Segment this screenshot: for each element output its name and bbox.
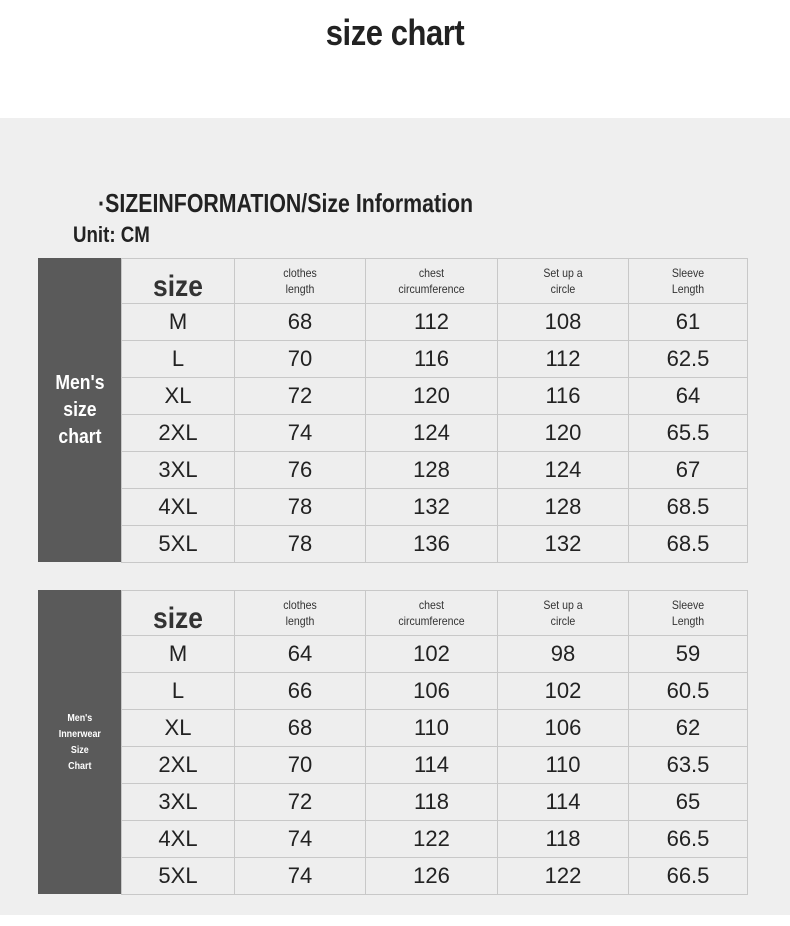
measurement-cell: 118 (498, 821, 629, 858)
size-cell: L (122, 673, 235, 710)
table-row (122, 415, 748, 452)
size-table (121, 258, 748, 563)
table-row (122, 526, 748, 563)
table-header-row (122, 259, 748, 304)
mens-innerwear-size-chart (38, 590, 747, 894)
measurement-cell: 120 (498, 415, 629, 452)
measurement-cell: 67 (629, 452, 748, 489)
page-title: size chart (325, 12, 465, 53)
table-row (122, 636, 748, 673)
measurement-cell: 76 (235, 452, 366, 489)
column-header (498, 259, 629, 304)
measurement-cell: 112 (498, 341, 629, 378)
size-cell: 3XL (122, 452, 235, 489)
unit-label: Unit: CM (73, 222, 150, 247)
measurement-cell: 66.5 (629, 858, 748, 895)
measurement-cell: 114 (498, 784, 629, 821)
column-header-label: size (153, 602, 203, 635)
column-header-label: Set up a circle (543, 266, 583, 296)
measurement-cell: 108 (498, 304, 629, 341)
size-cell: 5XL (122, 526, 235, 563)
measurement-cell: 65 (629, 784, 748, 821)
measurement-cell: 68.5 (629, 526, 748, 563)
measurement-cell: 116 (366, 341, 498, 378)
measurement-cell: 65.5 (629, 415, 748, 452)
measurement-cell: 136 (366, 526, 498, 563)
measurement-cell: 106 (498, 710, 629, 747)
table-row (122, 673, 748, 710)
table-row (122, 341, 748, 378)
measurement-cell: 110 (366, 710, 498, 747)
measurement-cell: 122 (498, 858, 629, 895)
column-header-label: chest circumference (398, 598, 465, 628)
chart-side-label: Men's size chart (38, 258, 121, 562)
column-header-label: clothes length (283, 266, 317, 296)
measurement-cell: 68 (235, 304, 366, 341)
table-row (122, 452, 748, 489)
measurement-cell: 64 (235, 636, 366, 673)
column-header (366, 259, 498, 304)
measurement-cell: 126 (366, 858, 498, 895)
measurement-cell: 98 (498, 636, 629, 673)
measurement-cell: 114 (366, 747, 498, 784)
measurement-cell: 124 (366, 415, 498, 452)
measurement-cell: 72 (235, 784, 366, 821)
measurement-cell: 62.5 (629, 341, 748, 378)
measurement-cell: 66.5 (629, 821, 748, 858)
measurement-cell: 102 (498, 673, 629, 710)
measurement-cell: 64 (629, 378, 748, 415)
table-row (122, 821, 748, 858)
measurement-cell: 120 (366, 378, 498, 415)
column-header (122, 591, 235, 636)
measurement-cell: 72 (235, 378, 366, 415)
size-table (121, 590, 748, 895)
column-header-label: size (153, 270, 203, 303)
measurement-cell: 63.5 (629, 747, 748, 784)
measurement-cell: 68.5 (629, 489, 748, 526)
table-row (122, 489, 748, 526)
table-header-row (122, 591, 748, 636)
table-row (122, 378, 748, 415)
size-cell: XL (122, 378, 235, 415)
measurement-cell: 102 (366, 636, 498, 673)
table-row (122, 747, 748, 784)
size-cell: L (122, 341, 235, 378)
table-row (122, 784, 748, 821)
column-header-label: Sleeve Length (671, 266, 705, 296)
measurement-cell: 62 (629, 710, 748, 747)
column-header (629, 259, 748, 304)
measurement-cell: 59 (629, 636, 748, 673)
column-header-label: chest circumference (398, 266, 465, 296)
column-header (122, 259, 235, 304)
measurement-cell: 78 (235, 489, 366, 526)
measurement-cell: 128 (366, 452, 498, 489)
size-cell: 2XL (122, 415, 235, 452)
measurement-cell: 74 (235, 821, 366, 858)
size-cell: M (122, 636, 235, 673)
measurement-cell: 110 (498, 747, 629, 784)
column-header (629, 591, 748, 636)
table-row (122, 304, 748, 341)
measurement-cell: 74 (235, 858, 366, 895)
size-cell: 4XL (122, 821, 235, 858)
measurement-cell: 132 (366, 489, 498, 526)
measurement-cell: 70 (235, 341, 366, 378)
measurement-cell: 61 (629, 304, 748, 341)
column-header (235, 259, 366, 304)
measurement-cell: 74 (235, 415, 366, 452)
measurement-cell: 68 (235, 710, 366, 747)
size-cell: 4XL (122, 489, 235, 526)
measurement-cell: 128 (498, 489, 629, 526)
measurement-cell: 118 (366, 784, 498, 821)
measurement-cell: 60.5 (629, 673, 748, 710)
measurement-cell: 124 (498, 452, 629, 489)
measurement-cell: 132 (498, 526, 629, 563)
column-header-label: Set up a circle (543, 598, 583, 628)
measurement-cell: 66 (235, 673, 366, 710)
chart-side-label: Men's Innerwear Size Chart (38, 590, 121, 894)
table-row (122, 710, 748, 747)
column-header-label: clothes length (283, 598, 317, 628)
table-row (122, 858, 748, 895)
mens-size-chart (38, 258, 747, 562)
measurement-cell: 122 (366, 821, 498, 858)
size-cell: 2XL (122, 747, 235, 784)
column-header (235, 591, 366, 636)
size-cell: M (122, 304, 235, 341)
column-header-label: Sleeve Length (671, 598, 705, 628)
column-header (366, 591, 498, 636)
measurement-cell: 112 (366, 304, 498, 341)
column-header (498, 591, 629, 636)
measurement-cell: 116 (498, 378, 629, 415)
size-cell: 5XL (122, 858, 235, 895)
measurement-cell: 106 (366, 673, 498, 710)
size-information-heading: ·SIZEINFORMATION/Size Information (98, 188, 474, 218)
size-cell: 3XL (122, 784, 235, 821)
size-cell: XL (122, 710, 235, 747)
measurement-cell: 78 (235, 526, 366, 563)
measurement-cell: 70 (235, 747, 366, 784)
